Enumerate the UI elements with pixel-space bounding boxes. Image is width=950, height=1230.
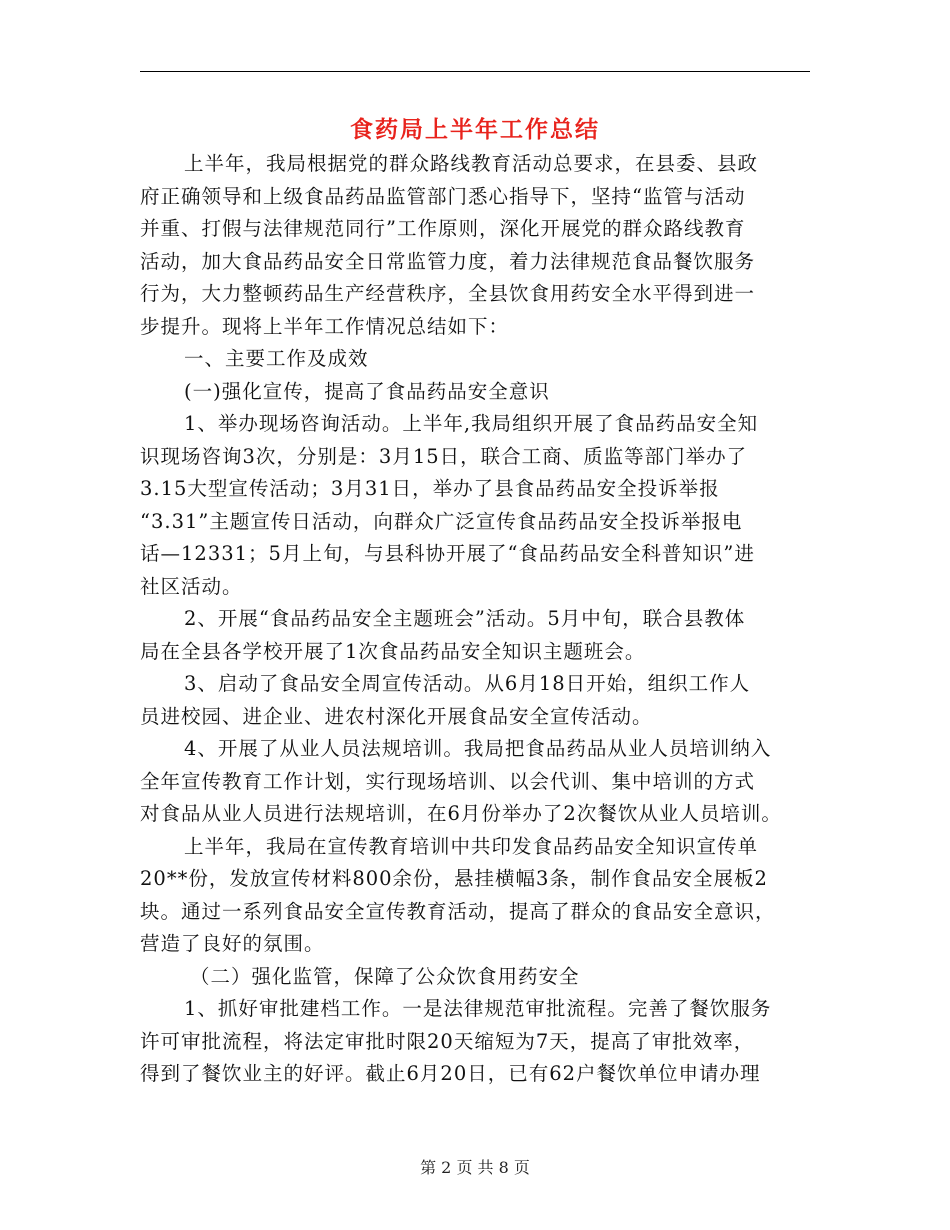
text-line: 行为，大力整顿药品生产经营秩序，全县饮食用药安全水平得到进一: [140, 282, 756, 305]
text-line: 4、开展了从业人员法规培训。我局把食品药品从业人员培训纳入: [184, 737, 772, 760]
text-line: 得到了餐饮业主的好评。截止6月20日，已有62户餐饮单位申请办理: [140, 1062, 761, 1085]
text-line: 上半年，我局根据党的群众路线教育活动总要求，在县委、县政: [184, 152, 759, 175]
text-line: 府正确领导和上级食品药品监管部门悉心指导下，坚持“监管与活动: [140, 184, 746, 208]
text-line: 上半年，我局在宣传教育培训中共印发食品药品安全知识宣传单: [184, 834, 759, 858]
text-line: 社区活动。: [140, 574, 243, 598]
text-line: （二）强化监管，保障了公众饮食用药安全: [190, 964, 580, 988]
text-line: 20**份，发放宣传材料800余份，悬挂横幅3条，制作食品安全展板2: [140, 867, 768, 890]
text-line: 块。通过一系列食品安全宣传教育活动，提高了群众的食品安全意识，: [140, 899, 776, 923]
text-line: 对食品从业人员进行法规培训，在6月份举办了2次餐饮从业人员培训。: [140, 802, 782, 825]
text-line: 一、主要工作及成效: [184, 347, 369, 370]
text-line: 2、开展“食品药品安全主题班会”活动。5月中旬，联合县教体: [184, 607, 746, 630]
text-line: 全年宣传教育工作计划，实行现场培训、以会代训、集中培训的方式: [140, 769, 756, 793]
text-line: 1、举办现场咨询活动。上半年,我局组织开展了食品药品安全知: [184, 412, 759, 435]
text-line: 活动，加大食品药品安全日常监管力度，着力法律规范食品餐饮服务: [140, 249, 756, 273]
text-line: 局在全县各学校开展了1次食品药品安全知识主题班会。: [140, 639, 646, 663]
text-line: 许可审批流程，将法定审批时限20天缩短为7天，提高了审批效率，: [140, 1029, 755, 1053]
text-line: 3、启动了食品安全周宣传活动。从6月18日开始，组织工作人: [184, 672, 751, 695]
text-line: 并重、打假与法律规范同行”工作原则，深化开展党的群众路线教育: [140, 217, 746, 240]
text-line: 员进校园、进企业、进农村深化开展食品安全宣传活动。: [140, 704, 653, 728]
text-line: 识现场咨询3次，分别是：3月15日，联合工商、质监等部门举办了: [140, 444, 748, 468]
text-line: (一)强化宣传，提高了食品药品安全意识: [184, 379, 550, 403]
header-rule: [140, 71, 810, 72]
text-line: 1、抓好审批建档工作。一是法律规范审批流程。完善了餐饮服务: [184, 997, 772, 1020]
text-line: 话—12331；5月上旬，与县科协开展了“食品药品安全科普知识”进: [140, 542, 755, 565]
text-line: 3.15大型宣传活动；3月31日，举办了县食品药品安全投诉举报: [140, 477, 720, 500]
text-line: 营造了良好的氛围。: [140, 932, 325, 955]
document-body: [140, 148, 830, 1091]
text-line: “3.31”主题宣传日活动，向群众广泛宣传食品药品安全投诉举报电: [140, 509, 743, 533]
text-line: 步提升。现将上半年工作情况总结如下：: [140, 314, 510, 338]
page-number: 第 2 页 共 8 页: [420, 1158, 530, 1177]
document-title: 食药局上半年工作总结: [350, 117, 600, 143]
